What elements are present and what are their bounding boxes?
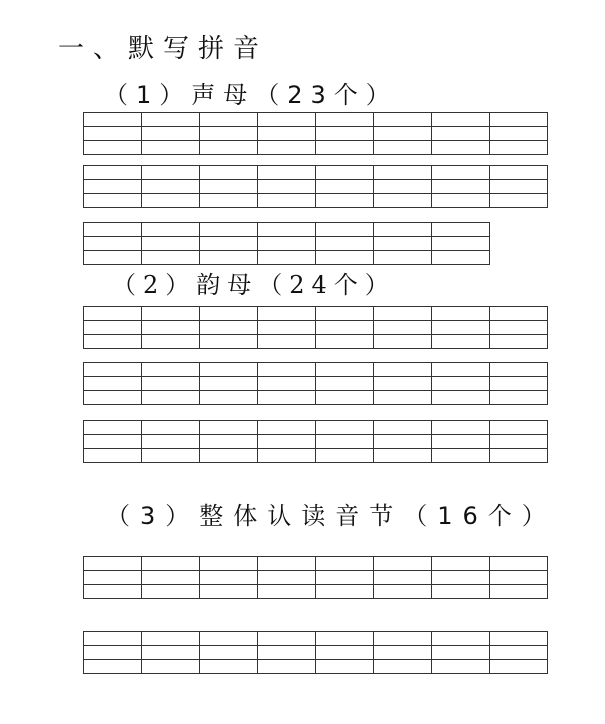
writing-cell[interactable] [200, 557, 258, 571]
writing-cell[interactable] [432, 363, 490, 377]
writing-cell[interactable] [84, 363, 142, 377]
writing-cell[interactable] [490, 180, 548, 194]
writing-cell[interactable] [490, 194, 548, 208]
writing-cell[interactable] [258, 251, 316, 265]
writing-cell[interactable] [200, 585, 258, 599]
writing-grid-row [83, 420, 548, 463]
writing-grid-row [83, 362, 548, 405]
writing-cell[interactable] [258, 194, 316, 208]
writing-cell[interactable] [432, 251, 490, 265]
writing-cell[interactable] [432, 449, 490, 463]
writing-cell[interactable] [374, 141, 432, 155]
writing-cell[interactable] [84, 251, 142, 265]
writing-cell[interactable] [200, 194, 258, 208]
writing-cell[interactable] [142, 557, 200, 571]
writing-cell[interactable] [258, 646, 316, 660]
writing-cell[interactable] [316, 391, 374, 405]
writing-cell[interactable] [316, 127, 374, 141]
writing-cell[interactable] [200, 335, 258, 349]
writing-cell[interactable] [432, 113, 490, 127]
writing-cell[interactable] [142, 335, 200, 349]
writing-cell[interactable] [316, 571, 374, 585]
writing-grid-row [83, 631, 548, 674]
writing-cell[interactable] [84, 391, 142, 405]
writing-cell[interactable] [374, 449, 432, 463]
writing-cell[interactable] [316, 377, 374, 391]
writing-cell[interactable] [84, 113, 142, 127]
writing-cell[interactable] [316, 632, 374, 646]
writing-cell[interactable] [258, 363, 316, 377]
writing-cell[interactable] [490, 113, 548, 127]
writing-cell[interactable] [200, 180, 258, 194]
writing-cell[interactable] [84, 223, 142, 237]
writing-cell[interactable] [142, 166, 200, 180]
writing-cell[interactable] [490, 363, 548, 377]
writing-cell[interactable] [200, 391, 258, 405]
writing-cell[interactable] [316, 449, 374, 463]
writing-cell[interactable] [142, 435, 200, 449]
writing-cell[interactable] [432, 557, 490, 571]
writing-cell[interactable] [374, 321, 432, 335]
writing-cell[interactable] [374, 632, 432, 646]
writing-cell[interactable] [432, 660, 490, 674]
writing-cell[interactable] [200, 223, 258, 237]
writing-cell[interactable] [84, 435, 142, 449]
writing-cell[interactable] [258, 166, 316, 180]
writing-cell[interactable] [374, 223, 432, 237]
writing-cell[interactable] [490, 660, 548, 674]
writing-cell[interactable] [200, 166, 258, 180]
writing-cell[interactable] [258, 449, 316, 463]
writing-cell[interactable] [316, 251, 374, 265]
writing-cell[interactable] [84, 377, 142, 391]
writing-cell[interactable] [84, 646, 142, 660]
writing-cell[interactable] [316, 307, 374, 321]
writing-cell[interactable] [142, 449, 200, 463]
writing-cell[interactable] [374, 113, 432, 127]
writing-cell[interactable] [84, 166, 142, 180]
writing-cell[interactable] [142, 194, 200, 208]
writing-cell[interactable] [432, 127, 490, 141]
writing-cell[interactable] [432, 632, 490, 646]
writing-cell[interactable] [490, 421, 548, 435]
writing-cell[interactable] [258, 113, 316, 127]
writing-cell[interactable] [200, 435, 258, 449]
writing-cell[interactable] [142, 307, 200, 321]
writing-cell[interactable] [142, 363, 200, 377]
writing-cell[interactable] [432, 194, 490, 208]
writing-cell[interactable] [316, 166, 374, 180]
writing-cell[interactable] [490, 449, 548, 463]
writing-cell[interactable] [258, 180, 316, 194]
writing-cell[interactable] [490, 166, 548, 180]
writing-cell[interactable] [142, 421, 200, 435]
writing-cell[interactable] [258, 237, 316, 251]
writing-cell[interactable] [374, 377, 432, 391]
writing-cell[interactable] [374, 646, 432, 660]
writing-cell[interactable] [316, 660, 374, 674]
writing-cell[interactable] [374, 391, 432, 405]
writing-cell[interactable] [200, 660, 258, 674]
writing-cell[interactable] [142, 180, 200, 194]
writing-cell[interactable] [374, 194, 432, 208]
writing-cell[interactable] [432, 646, 490, 660]
writing-cell[interactable] [142, 377, 200, 391]
writing-cell[interactable] [490, 321, 548, 335]
writing-cell[interactable] [374, 251, 432, 265]
writing-grid-row [83, 556, 548, 599]
writing-cell[interactable] [142, 251, 200, 265]
writing-cell[interactable] [490, 585, 548, 599]
writing-cell[interactable] [374, 166, 432, 180]
writing-cell[interactable] [258, 632, 316, 646]
writing-cell[interactable] [142, 391, 200, 405]
writing-cell[interactable] [200, 307, 258, 321]
writing-cell[interactable] [432, 237, 490, 251]
writing-cell[interactable] [490, 335, 548, 349]
writing-cell[interactable] [84, 585, 142, 599]
writing-cell[interactable] [200, 237, 258, 251]
writing-cell[interactable] [374, 307, 432, 321]
writing-cell[interactable] [490, 632, 548, 646]
writing-cell[interactable] [432, 585, 490, 599]
writing-cell[interactable] [258, 335, 316, 349]
writing-cell[interactable] [84, 557, 142, 571]
writing-cell[interactable] [200, 571, 258, 585]
writing-cell[interactable] [490, 557, 548, 571]
writing-cell[interactable] [432, 391, 490, 405]
writing-cell[interactable] [200, 646, 258, 660]
writing-grid-row [83, 222, 490, 265]
writing-cell[interactable] [316, 223, 374, 237]
writing-cell[interactable] [432, 377, 490, 391]
writing-cell[interactable] [142, 585, 200, 599]
section-2-heading: （2）韵母（24个） [112, 271, 396, 299]
writing-cell[interactable] [258, 435, 316, 449]
writing-cell[interactable] [432, 141, 490, 155]
worksheet-title: 一、默写拼音 [58, 34, 269, 64]
writing-cell[interactable] [84, 660, 142, 674]
writing-cell[interactable] [490, 377, 548, 391]
writing-cell[interactable] [142, 646, 200, 660]
writing-cell[interactable] [84, 421, 142, 435]
writing-cell[interactable] [316, 646, 374, 660]
writing-cell[interactable] [316, 557, 374, 571]
writing-cell[interactable] [200, 377, 258, 391]
writing-cell[interactable] [142, 223, 200, 237]
writing-cell[interactable] [432, 571, 490, 585]
writing-cell[interactable] [142, 127, 200, 141]
writing-cell[interactable] [316, 435, 374, 449]
writing-cell[interactable] [374, 363, 432, 377]
writing-cell[interactable] [258, 223, 316, 237]
writing-cell[interactable] [258, 391, 316, 405]
writing-cell[interactable] [84, 141, 142, 155]
writing-cell[interactable] [200, 251, 258, 265]
writing-cell[interactable] [84, 571, 142, 585]
writing-cell[interactable] [490, 141, 548, 155]
writing-cell[interactable] [316, 237, 374, 251]
writing-cell[interactable] [374, 435, 432, 449]
writing-cell[interactable] [374, 571, 432, 585]
writing-cell[interactable] [316, 321, 374, 335]
writing-cell[interactable] [142, 321, 200, 335]
writing-cell[interactable] [142, 237, 200, 251]
writing-cell[interactable] [142, 571, 200, 585]
writing-cell[interactable] [490, 646, 548, 660]
writing-cell[interactable] [84, 180, 142, 194]
section-1-heading: （1）声母（23个） [104, 81, 398, 109]
section-3-heading: （3）整体认读音节（16个） [106, 502, 556, 530]
writing-cell[interactable] [84, 449, 142, 463]
writing-cell[interactable] [200, 449, 258, 463]
writing-cell[interactable] [374, 237, 432, 251]
writing-cell[interactable] [374, 557, 432, 571]
writing-cell[interactable] [432, 307, 490, 321]
writing-cell[interactable] [316, 194, 374, 208]
writing-cell[interactable] [258, 127, 316, 141]
writing-cell[interactable] [316, 180, 374, 194]
writing-cell[interactable] [316, 335, 374, 349]
writing-cell[interactable] [432, 435, 490, 449]
writing-cell[interactable] [84, 632, 142, 646]
writing-cell[interactable] [84, 307, 142, 321]
writing-cell[interactable] [142, 632, 200, 646]
writing-cell[interactable] [142, 113, 200, 127]
writing-cell[interactable] [374, 585, 432, 599]
writing-cell[interactable] [258, 557, 316, 571]
writing-cell[interactable] [490, 571, 548, 585]
writing-cell[interactable] [316, 363, 374, 377]
writing-cell[interactable] [316, 585, 374, 599]
writing-cell[interactable] [258, 141, 316, 155]
writing-cell[interactable] [84, 321, 142, 335]
writing-cell[interactable] [200, 363, 258, 377]
writing-cell[interactable] [374, 180, 432, 194]
writing-cell[interactable] [374, 660, 432, 674]
writing-grid-row [83, 306, 548, 349]
writing-cell[interactable] [200, 113, 258, 127]
writing-cell[interactable] [432, 321, 490, 335]
writing-cell[interactable] [432, 166, 490, 180]
writing-cell[interactable] [258, 660, 316, 674]
writing-cell[interactable] [258, 377, 316, 391]
writing-cell[interactable] [84, 237, 142, 251]
writing-cell[interactable] [316, 421, 374, 435]
writing-cell[interactable] [142, 141, 200, 155]
writing-cell[interactable] [316, 141, 374, 155]
writing-cell[interactable] [432, 223, 490, 237]
writing-cell[interactable] [200, 321, 258, 335]
writing-cell[interactable] [374, 127, 432, 141]
writing-cell[interactable] [258, 307, 316, 321]
writing-cell[interactable] [200, 421, 258, 435]
writing-cell[interactable] [258, 421, 316, 435]
writing-cell[interactable] [84, 127, 142, 141]
writing-cell[interactable] [200, 141, 258, 155]
writing-cell[interactable] [490, 435, 548, 449]
writing-cell[interactable] [432, 335, 490, 349]
writing-cell[interactable] [432, 180, 490, 194]
writing-cell[interactable] [374, 421, 432, 435]
writing-cell[interactable] [432, 421, 490, 435]
writing-cell[interactable] [84, 194, 142, 208]
writing-cell[interactable] [490, 307, 548, 321]
writing-cell[interactable] [316, 113, 374, 127]
writing-grid-row [83, 112, 548, 155]
writing-cell[interactable] [374, 335, 432, 349]
writing-cell[interactable] [490, 127, 548, 141]
writing-grid-row [83, 165, 548, 208]
writing-cell[interactable] [490, 391, 548, 405]
writing-cell[interactable] [258, 585, 316, 599]
writing-cell[interactable] [258, 321, 316, 335]
writing-cell[interactable] [200, 127, 258, 141]
writing-cell[interactable] [142, 660, 200, 674]
writing-cell[interactable] [258, 571, 316, 585]
writing-cell[interactable] [84, 335, 142, 349]
writing-cell[interactable] [200, 632, 258, 646]
